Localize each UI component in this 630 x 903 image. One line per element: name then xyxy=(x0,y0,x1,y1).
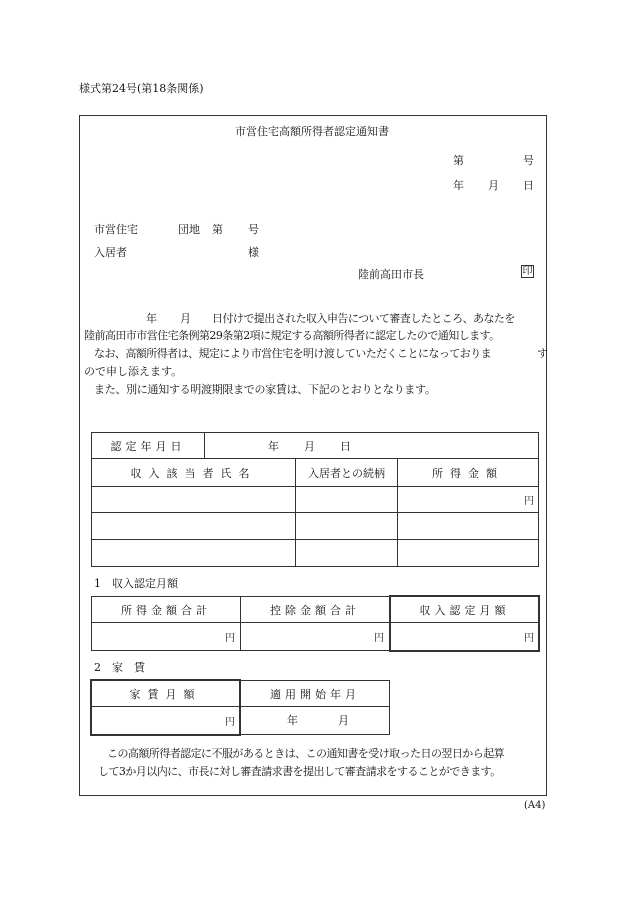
col-income-header: 所得金額 xyxy=(432,466,504,480)
tenant-label: 入居者 xyxy=(94,246,127,259)
sender-name: 陸前高田市長 xyxy=(358,268,424,281)
col-name-header: 収入該当者氏名 xyxy=(130,466,257,480)
start-month: 月 xyxy=(338,714,349,727)
housing-label: 市営住宅 xyxy=(94,223,138,236)
body-line1-month: 月 xyxy=(180,312,191,325)
body-line4: ので申し添えます。 xyxy=(84,365,183,378)
cert-date-label: 認定年月日 xyxy=(110,439,186,453)
start-year: 年 xyxy=(287,714,298,727)
form-number: 様式第24号(第18条関係) xyxy=(79,82,204,95)
housing-dai: 第 xyxy=(212,223,223,236)
body-line3: なお、高額所得者は、規定により市営住宅を明け渡していただくことになっておりま xyxy=(94,347,492,360)
doc-number-go: 号 xyxy=(523,154,534,167)
body-line2: 陸前高田市市営住宅条例第29条第2項に規定する高額所得者に認定したので通知します。 xyxy=(84,329,500,342)
cert-date-day: 日 xyxy=(340,440,351,453)
doc-number-dai: 第 xyxy=(453,154,464,167)
section2-heading: 2 家 賃 xyxy=(94,661,145,674)
danchi-label: 団地 xyxy=(178,223,200,236)
col-monthly-income: 収入認定月額 xyxy=(419,603,510,617)
income-yen-unit: 円 xyxy=(524,496,534,507)
doc-date-month: 月 xyxy=(488,179,499,192)
cert-date-month: 月 xyxy=(304,440,315,453)
col-deduction: 控除金額合計 xyxy=(270,603,360,617)
body-line1: 日付けで提出された収入申告について審査したところ、あなたを xyxy=(212,312,515,325)
body-line3-end: す xyxy=(537,347,548,360)
paper-size: (A4) xyxy=(524,800,546,811)
notice-line2: して3か月以内に、市長に対し審査請求書を提出して審査請求をすることができます。 xyxy=(98,765,501,778)
doc-date-year: 年 xyxy=(453,179,464,192)
seal-box: 印 xyxy=(522,266,533,277)
housing-go: 号 xyxy=(248,223,259,236)
col-relation-header: 入居者との続柄 xyxy=(308,466,385,480)
section1-heading: 1 収入認定月額 xyxy=(94,577,178,590)
deduction-yen: 円 xyxy=(374,633,384,644)
cert-date-year: 年 xyxy=(268,440,279,453)
tenant-sama: 様 xyxy=(248,246,259,259)
col-rent-monthly: 家賃月額 xyxy=(129,687,202,701)
body-line1-year: 年 xyxy=(146,312,157,325)
notice-line1: この高額所得者認定に不服があるときは、この通知書を受け取った日の翌日から起算 xyxy=(107,747,505,760)
document-title: 市営住宅高額所得者認定通知書 xyxy=(235,125,389,138)
monthly-income-yen: 円 xyxy=(524,633,534,644)
rent-yen: 円 xyxy=(225,717,235,728)
doc-date-day: 日 xyxy=(523,179,534,192)
col-total-income: 所得金額合計 xyxy=(121,603,211,617)
body-line5: また、別に通知する明渡期限までの家賃は、下記のとおりとなります。 xyxy=(94,383,436,396)
total-income-yen: 円 xyxy=(225,633,235,644)
col-start-month: 適用開始年月 xyxy=(270,687,360,701)
